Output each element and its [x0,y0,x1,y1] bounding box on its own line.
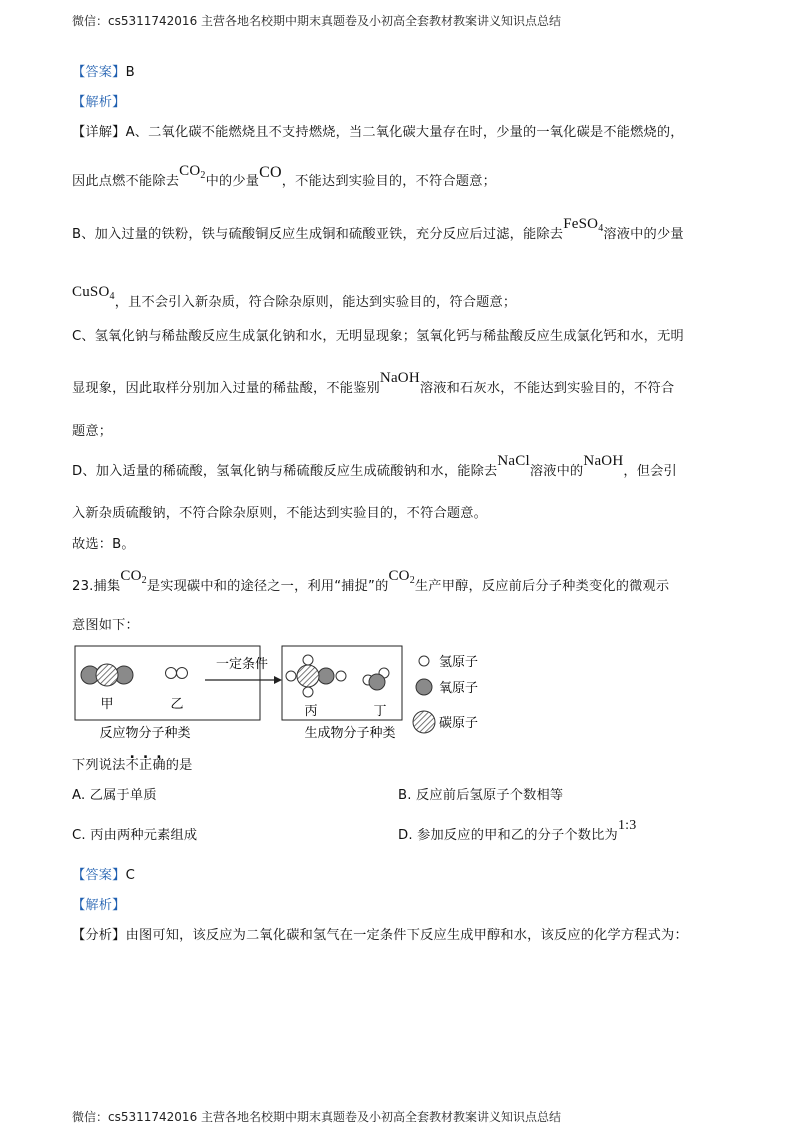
page-header: 微信：cs5311742016 主营各地名校期中期末真题卷及小初高全套教材教案讲义知识点总结 [72,14,562,28]
formula-sub: 4 [109,291,115,302]
answer-value: C [125,868,135,883]
text-span: 捕集 [93,579,121,594]
text-span: 因此点燃不能除去 [72,174,180,189]
label-bing: 丙 [304,704,318,719]
detail-c-line2 [72,370,675,398]
formula-main: FeSO [563,216,599,232]
detail-tag: 【详解】 [72,125,126,140]
emphasis-char: 正 [138,758,153,773]
formula-co: CO [259,164,282,181]
text-span: ，不能达到实验目的，不符合题意； [281,174,496,189]
oxygen-atom [318,668,334,684]
text-span: 下列说法 [72,758,126,773]
detail-c-line3: 题意； [72,424,113,439]
formula-naoh-2: NaOH [583,453,624,469]
answer-value: B [125,65,135,80]
formula-naoh: NaOH [379,370,420,386]
arrow-label: 一定条件 [215,657,269,672]
formula-ratio: 1:3 [617,818,637,833]
formula-main: CO [179,163,201,179]
text-span: 溶液和石灰水，不能达到实验目的，不符合 [419,381,675,396]
option-a: A. 乙属于单质 [72,788,157,803]
formula-sub: 2 [200,170,206,181]
formula-sub: 4 [598,223,604,234]
detail-b-line2 [72,284,517,316]
text-span: ，且不会引入新杂质，符合除杂原则，能达到实验目的，符合题意； [114,295,517,310]
h2-molecule [166,668,188,679]
q23-prompt [72,757,193,775]
hydrogen-atom [303,655,313,665]
legend-oxygen-swatch [416,679,432,695]
hydrogen-atom [303,687,313,697]
text-span: 中的少量 [205,174,260,189]
hydrogen-atom [166,668,177,679]
detail-d-line1 [72,453,677,481]
option-d-text: D. 参加反应的甲和乙的分子个数比为 [398,828,618,843]
carbon-atom [96,664,118,686]
detail-c-line1: C、氢氧化钠与稀盐酸反应生成氯化钠和水，无明显现象；氢氧化钙与稀盐酸反应生成氯化钙和水，无明 [72,329,684,344]
q23-answer-line [72,867,135,885]
arrow-head [274,676,282,684]
answer-tag: 【答案】 [72,868,126,883]
conclusion: 故选：B。 [72,537,135,552]
formula-cuso4 [72,284,115,300]
legend-hydrogen-swatch [419,656,429,666]
text-span: 的是 [165,758,193,773]
formula-main: CO [120,568,142,584]
text-span: 生产甲醇，反应前后分子种类变化的微观示 [414,579,670,594]
formula-sub: 2 [141,575,147,586]
q23-analysis-tag: 【解析】 [72,898,126,913]
option-d [398,818,637,845]
option-b: B. 反应前后氢原子个数相等 [398,788,564,803]
label-yi: 乙 [170,697,184,712]
methanol-molecule [286,655,346,697]
text-span: 溶液中的少量 [603,227,684,242]
text-span: ，但会引 [623,464,677,479]
formula-co2-q23b [388,568,414,584]
formula-co2-q23 [120,568,146,584]
hydrogen-atom [177,668,188,679]
detail-a-line2 [72,163,496,195]
legend-carbon-swatch [413,711,435,733]
reaction-diagram [70,640,510,750]
detail-b-line1 [72,216,684,248]
q23-stem-line1 [72,568,670,600]
co2-molecule [81,664,133,686]
analysis-tag: 【解析】 [72,95,126,110]
formula-main: CO [388,568,410,584]
hydrogen-atom [286,671,296,681]
legend-hydrogen: 氢原子 [439,655,479,670]
answer-line [72,64,135,82]
emphasis-char: 确 [152,758,166,773]
text-span: 是实现碳中和的途径之一，利用“捕捉”的 [146,579,389,594]
formula-feso4 [563,216,603,232]
water-molecule [363,668,389,690]
label-jia: 甲 [100,697,114,712]
page-footer: 微信：cs5311742016 主营各地名校期中期末真题卷及小初高全套教材教案讲义知识点总结 [72,1110,562,1124]
legend-oxygen: 氧原子 [439,681,479,696]
reactant-caption: 反应物分子种类 [99,726,191,741]
formula-main: CuSO [72,284,110,300]
q23-stem-line2: 意图如下： [72,618,139,633]
answer-tag: 【答案】 [72,65,126,80]
formula-co2 [179,163,205,179]
carbon-atom [297,665,319,687]
legend-carbon: 碳原子 [439,716,479,731]
q23-analysis-line [72,927,688,945]
product-caption: 生成物分子种类 [304,726,396,741]
text-span: B、加入过量的铁粉，铁与硫酸铜反应生成铜和硫酸亚铁，充分反应后过滤，能除去 [72,227,564,242]
formula-sub: 2 [409,575,415,586]
hydrogen-atom [336,671,346,681]
text-span: 溶液中的 [529,464,584,479]
label-ding: 丁 [373,704,387,719]
question-number: 23. [72,579,94,594]
text-span: 显现象，因此取样分别加入过量的稀盐酸，不能鉴别 [72,381,380,396]
emphasis-char: 不 [125,758,139,773]
detail-d-line2: 入新杂质硫酸钠，不符合除杂原则，不能达到实验目的，不符合题意。 [72,506,488,521]
option-c: C. 丙由两种元素组成 [72,828,198,843]
analysis-sub-tag: 【分析】 [72,928,126,943]
detail-a-text: A、二氧化碳不能燃烧且不支持燃烧，当二氧化碳大量存在时，少量的一氧化碳是不能燃烧的， [125,125,684,140]
analysis-text: 由图可知，该反应为二氧化碳和氢气在一定条件下反应生成甲醇和水，该反应的化学方程式为： [125,928,688,943]
oxygen-atom [369,674,385,690]
detail-a-line1 [72,124,684,142]
text-span: D、加入适量的稀硫酸，氢氧化钠与稀硫酸反应生成硫酸钠和水，能除去 [72,464,498,479]
formula-nacl: NaCl [497,453,530,469]
